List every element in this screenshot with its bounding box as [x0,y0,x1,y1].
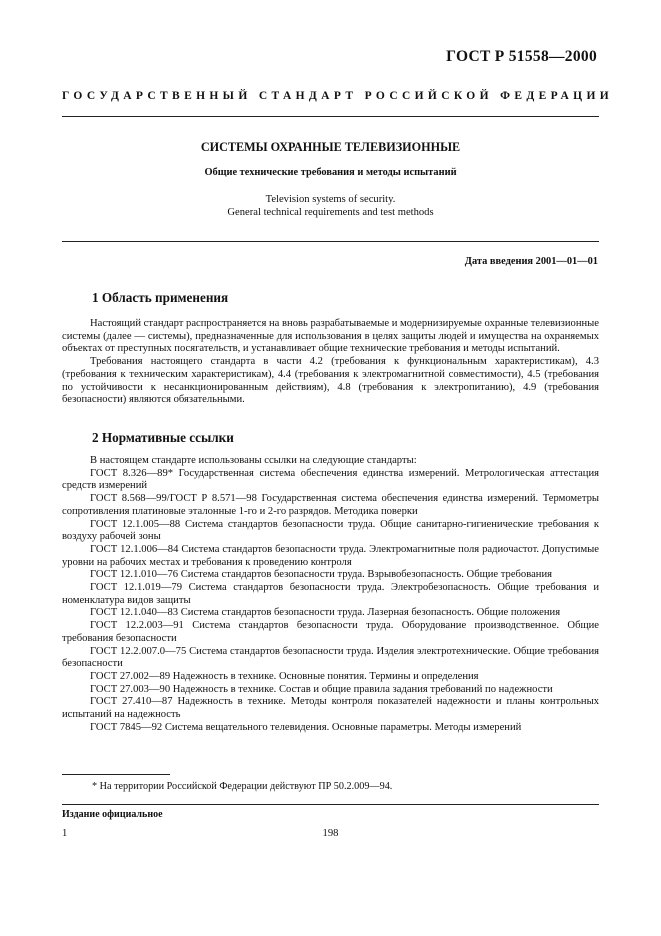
reference-item: ГОСТ 12.2.007.0—75 Система стандартов безопасности труда. Изделия электротехнические. Общие требования безопасности [62,645,599,670]
reference-item: ГОСТ 12.1.019—79 Система стандартов безопасности труда. Электробезопасность. Общие требования и номенклатура видов защиты [62,582,599,606]
reference-item: ГОСТ 12.1.005—88 Система стандартов безопасности труда. Общие санитарно-гигиенические требования к воздуху рабочей зоны [62,518,599,543]
paragraph: В настоящем стандарте использованы ссылки на следующие стандарты: [90,455,417,466]
reference-item: ГОСТ 12.1.040—83 Система стандартов безопасности труда. Лазерная безопасность. Общие положения [90,607,561,619]
english-title-line: Television systems of security. [265,194,396,205]
footnote-divider [62,774,170,775]
section-body [62,318,599,407]
reference-item: ГОСТ 12.1.006—84 Система стандартов безопасности труда. Электромагнитные поля радиочастот. Допустимые уровни на рабочих местах и требования к проведению контроля [62,543,599,568]
state-standard-title: ГОСУДАРСТВЕННЫЙ СТАНДАРТ РОССИЙСКОЙ ФЕДЕРАЦИИ [62,90,614,102]
reference-item: ГОСТ 7845—92 Система вещательного телевидения. Основные параметры. Методы измерений [90,721,522,733]
divider [62,241,599,242]
footnote: * На территории Российской Федерации действуют ПР 50.2.009—94. [92,781,393,792]
paragraph: Требования настоящего стандарта в части 4.2 (требования к функциональным характеристикам), 4.3 (требования к техническим характеристикам), 4.4 (требования к электромагнитной совместимости), 4.5 (требования по устойчивости к несанкционированным действиям), 4.8 (требования к электропитанию), 4.9 (требования безопасности) являются обязательными. [62,356,599,406]
reference-item: ГОСТ 12.1.010—76 Система стандартов безопасности труда. Взрывобезопасность. Общие требования [90,569,552,581]
divider [62,116,599,117]
paragraph: Настоящий стандарт распространяется на вновь разрабатываемые и модернизируемые охранные телевизионные системы (далее — системы), предназначенные для использования в целях защиты людей и имущества на охраняемых объектах от преступных посягательств, и устанавливает общие технические требования и методы испытаний. [62,318,599,355]
standard-subtitle: Общие технические требования и методы испытаний [204,167,457,178]
standard-title: СИСТЕМЫ ОХРАННЫЕ ТЕЛЕВИЗИОННЫЕ [200,140,461,154]
reference-item: ГОСТ 8.568—99/ГОСТ Р 8.571—98 Государственная система обеспечения единства измерений. Термометры сопротивления платиновые эталонные 1-го и 2-го разрядов. Методика поверки [62,493,599,517]
sheet-number: 1 [62,828,68,839]
reference-item: ГОСТ 27.003—90 Надежность в технике. Состав и общие правила задания требований по надежности [90,683,553,695]
section-heading: 1 Область применения [92,290,229,305]
english-title-line: General technical requirements and test methods [227,206,434,218]
reference-item: ГОСТ 27.002—89 Надежность в технике. Основные понятия. Термины и определения [90,670,479,682]
edition-label: Издание официальное [62,809,163,820]
introduction-date: Дата введения 2001—01—01 [464,256,598,267]
section-heading: 2 Нормативные ссылки [92,430,234,445]
page-number: 198 [322,828,339,839]
reference-item: ГОСТ 8.326—89* Государственная система обеспечения единства измерений. Метрологическая аттестация средств измерений [62,467,599,492]
english-title [62,194,599,219]
reference-item: ГОСТ 27.410—87 Надежность в технике. Методы контроля показателей надежности и планы контрольных испытаний на надежность [62,696,599,721]
gost-code: ГОСТ Р 51558—2000 [446,48,597,65]
reference-item: ГОСТ 12.2.003—91 Система стандартов безопасности труда. Оборудование производственное. Общие требования безопасности [62,620,599,644]
divider [62,804,599,805]
references-list [62,455,599,734]
